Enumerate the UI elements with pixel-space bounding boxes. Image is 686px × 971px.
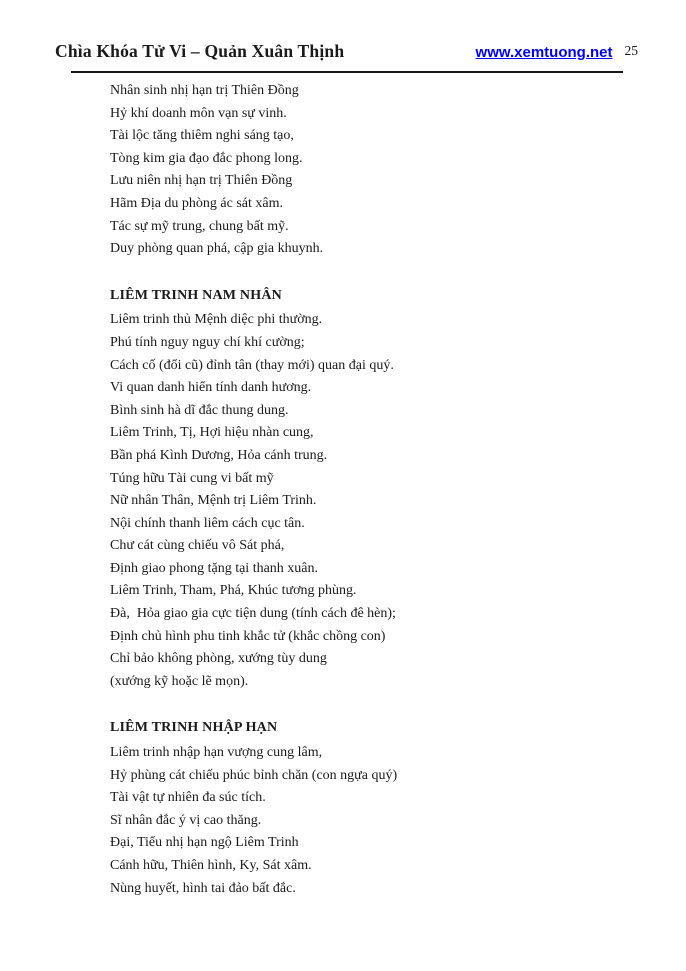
poem-line: Hỷ khí doanh môn vạn sự vinh. xyxy=(110,105,287,121)
poem-line: Sĩ nhân đắc ý vị cao thăng. xyxy=(110,812,262,828)
poem-line: (xướng kỹ hoặc lẽ mọn). xyxy=(110,673,249,689)
poem-line: Lưu niên nhị hạn trị Thiên Đồng xyxy=(110,173,293,189)
poem-line: Tài lộc tăng thiêm nghi sáng tạo, xyxy=(110,128,294,144)
poem-line: Nhân sinh nhị hạn trị Thiên Đồng xyxy=(110,83,299,98)
poem-line: Tác sự mỹ trung, chung bất mỹ. xyxy=(110,218,289,234)
poem-line: Định chủ hình phu tinh khắc tử (khắc chồng con) xyxy=(110,628,386,644)
poem-line: Liêm Trinh, Tham, Phá, Khúc tương phùng. xyxy=(110,583,357,599)
poem-line: Hãm Địa du phòng ác sát xâm. xyxy=(110,195,284,211)
section-heading: LIÊM TRINH NAM NHÂN xyxy=(110,287,282,303)
poem-line: Duy phòng quan phá, cập gia khuynh. xyxy=(110,241,324,257)
poem-sections xyxy=(110,80,656,900)
poem-section xyxy=(110,285,656,694)
book-title: Chìa Khóa Tử Vi – Quản Xuân Thịnh xyxy=(55,41,345,61)
poem-line: Nữ nhân Thân, Mệnh trị Liêm Trinh. xyxy=(110,493,317,509)
header-divider xyxy=(71,71,623,73)
poem-line: Chư cát cùng chiếu vô Sát phá, xyxy=(110,538,285,554)
header-right-group xyxy=(476,44,638,61)
section-heading: LIÊM TRINH NHẬP HẠN xyxy=(110,720,278,736)
poem-line: Túng hữu Tài cung vi bất mỹ xyxy=(110,470,274,486)
website-link[interactable]: www.xemtuong.net xyxy=(475,44,613,61)
poem-line: Định giao phong tặng tại thanh xuân. xyxy=(110,560,319,576)
poem-line: Tài vật tự nhiên đa súc tích. xyxy=(110,790,266,806)
page-header xyxy=(55,41,638,62)
poem-line: Đà, Hỏa giao gia cực tiện dung (tính cách đê hèn); xyxy=(110,606,396,622)
poem-line: Bình sinh hà dĩ đắc thung dung. xyxy=(110,402,289,418)
poem-line: Tòng kim gia đạo đắc phong long. xyxy=(110,150,303,166)
poem-line: Liêm trinh thủ Mệnh diệc phi thường. xyxy=(110,312,323,328)
poem-line: Nùng huyết, hình tai đảo bất đắc. xyxy=(110,880,296,896)
page-number: 25 xyxy=(624,43,638,58)
poem-line: Bần phá Kình Dương, Hỏa cánh trung. xyxy=(110,447,328,463)
poem-line: Hỷ phùng cát chiếu phúc bỉnh chăn (con ngựa quý) xyxy=(110,767,398,783)
poem-line: Vi quan danh hiển tính danh hương. xyxy=(110,380,312,396)
poem-line: Cách cố (đổi cũ) đỉnh tân (thay mới) quan đại quý. xyxy=(110,357,394,373)
poem-line: Liêm trinh nhập hạn vượng cung lâm, xyxy=(110,745,323,761)
poem-line: Đại, Tiểu nhị hạn ngộ Liêm Trinh xyxy=(110,835,299,851)
poem-section xyxy=(110,80,656,261)
poem-line: Nội chính thanh liêm cách cục tân. xyxy=(110,515,305,531)
poem-line: Chỉ bảo không phòng, xướng tùy dung xyxy=(110,651,327,667)
poem-line: Cánh hữu, Thiên hình, Ky, Sát xâm. xyxy=(110,858,312,873)
poem-section xyxy=(110,717,656,900)
poem-line: Phú tính nguy nguy chí khí cường; xyxy=(110,334,305,350)
poem-line: Liêm Trinh, Tị, Hợi hiệu nhàn cung, xyxy=(110,425,314,441)
